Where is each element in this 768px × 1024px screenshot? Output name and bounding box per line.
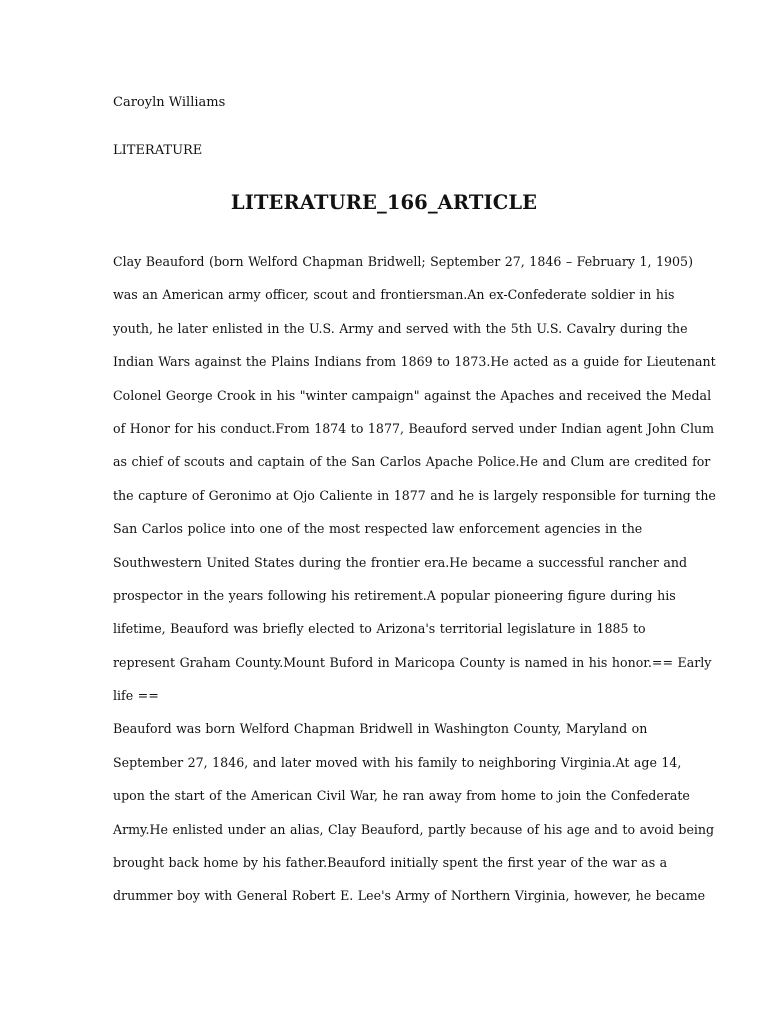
body-line: Clay Beauford (born Welford Chapman Bridwell; September 27, 1846 – February 1, 1905) [113, 254, 693, 269]
course-name: LITERATURE [113, 143, 203, 158]
body-line: the capture of Geronimo at Ojo Caliente in 1877 and he is largely responsible for turning the [113, 487, 716, 503]
body-line: as chief of scouts and captain of the San Carlos Apache Police.He and Clum are credited for [113, 454, 711, 470]
body-line: Army.He enlisted under an alias, Clay Beauford, partly because of his age and to avoid being [113, 821, 715, 837]
body-line: Indian Wars against the Plains Indians from 1869 to 1873.He acted as a guide for Lieutenant [113, 354, 716, 370]
body-line: was an American army officer, scout and frontiersman.An ex-Confederate soldier in his [113, 287, 675, 303]
body-line: youth, he later enlisted in the U.S. Army and served with the 5th U.S. Cavalry during the [113, 320, 688, 336]
body-line: of Honor for his conduct.From 1874 to 1877, Beauford served under Indian agent John Clum [113, 420, 715, 436]
body-line: September 27, 1846, and later moved with his family to neighboring Virginia.At age 14, [113, 754, 682, 770]
body-line: San Carlos police into one of the most respected law enforcement agencies in the [113, 521, 643, 537]
body-line: drummer boy with General Robert E. Lee's Army of Northern Virginia, however, he became [113, 888, 706, 904]
article-body [113, 253, 716, 921]
document-title: LITERATURE_166_ARTICLE [230, 191, 538, 214]
body-line: life == [113, 688, 159, 704]
body-line: upon the start of the American Civil War, he ran away from home to join the Confederate [113, 788, 690, 804]
body-line: prospector in the years following his retirement.A popular pioneering figure during his [113, 587, 676, 603]
body-line: Colonel George Crook in his "winter campaign" against the Apaches and received the Medal [113, 387, 712, 403]
author-name: Caroyln Williams [113, 95, 226, 110]
body-line: Southwestern United States during the frontier era.He became a successful rancher and [113, 554, 688, 570]
body-line: represent Graham County.Mount Buford in Maricopa County is named in his honor.== Early [113, 654, 712, 670]
body-line: lifetime, Beauford was briefly elected to Arizona's territorial legislature in 1885 to [113, 621, 646, 637]
body-line: Beauford was born Welford Chapman Bridwell in Washington County, Maryland on [113, 721, 648, 737]
body-line: brought back home by his father.Beauford initially spent the first year of the war as a [113, 855, 668, 871]
